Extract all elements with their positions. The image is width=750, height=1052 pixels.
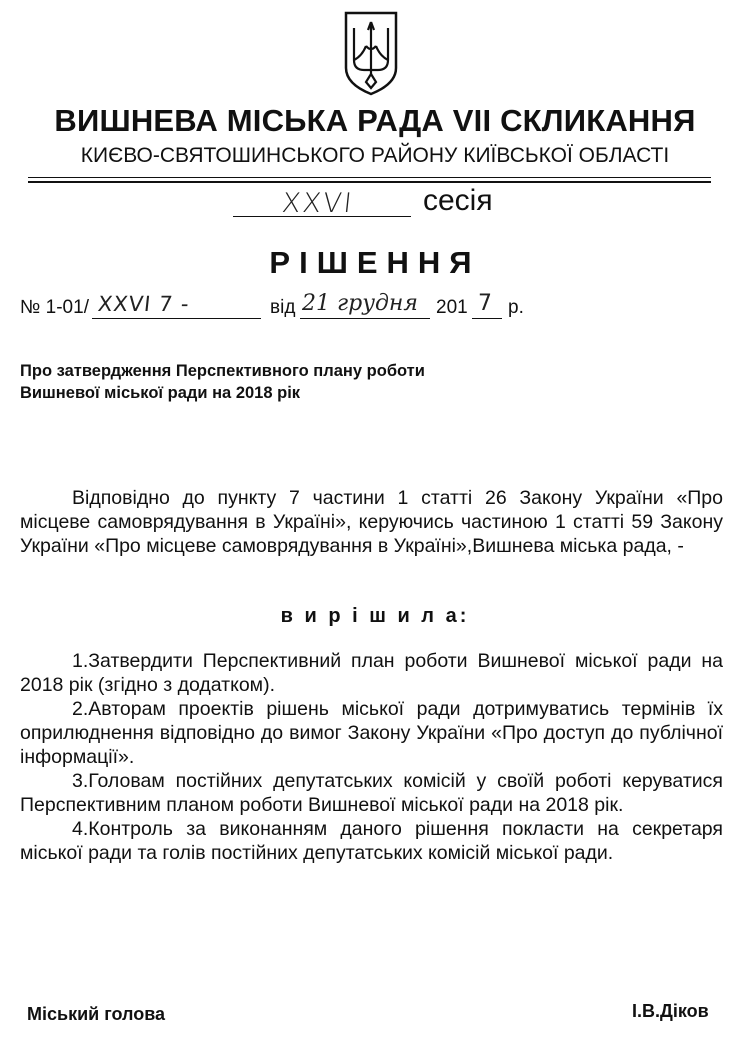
resolution-item: 2.Авторам проектів рішень міської ради дотримуватись термінів їх оприлюднення відповідно до вимог Закону України «Про доступ до публічної інформації». [20, 698, 723, 768]
trident-emblem-icon [342, 10, 400, 96]
resolution-item: 4.Контроль за виконанням даного рішення покласти на секретаря міської ради та голів постійних депутатських комісій міської ради. [20, 818, 723, 864]
signature-title: Міський голова [27, 1004, 166, 1024]
resolution-items [20, 649, 723, 865]
date-handwritten: 21 грудня [302, 291, 418, 316]
district-subtitle: КИЄВО-СВЯТОШИНСЬКОГО РАЙОНУ КИЇВСЬКОЇ ОБЛАСТІ [80, 144, 670, 167]
subject-line-1: Про затвердження Перспективного плану роботи [20, 362, 425, 380]
registration-number-handwritten: XXVI 7 - [96, 292, 191, 316]
year-handwritten: 7 [478, 291, 492, 316]
resolution-item: 3.Головам постійних депутатських комісій у своїй роботі керуватися Перспективним планом роботи Вишневої міської ради на 2018 рік. [20, 770, 723, 816]
resolution-item: 1.Затвердити Перспективний план роботи Вишневої міської ради на 2018 рік (згідно з додатком). [20, 650, 723, 696]
signature-name: І.В.Діков [632, 1001, 709, 1021]
date-from-label: від [270, 297, 296, 318]
preamble-paragraph: Відповідно до пункту 7 частини 1 статті 26 Закону України «Про місцеве самоврядування в Україні», керуючись частиною 1 статті 59 Закону України «Про місцеве самоврядування в Україні»,Вишнева міська рада, - [20, 487, 723, 557]
registration-number-prefix: № 1-01/ [20, 297, 89, 318]
header-divider-thin [28, 177, 711, 178]
subject-line-2: Вишневої міської ради на 2018 рік [20, 384, 301, 402]
year-prefix: 201 [436, 297, 468, 318]
document-type-heading: РІШЕННЯ [269, 245, 481, 280]
council-title: ВИШНЕВА МІСЬКА РАДА VII СКЛИКАННЯ [54, 103, 696, 138]
session-number: XXVI [280, 188, 356, 219]
resolved-heading: в и р і ш и л а: [280, 605, 470, 627]
session-label: сесія [423, 184, 493, 217]
header-divider-thick [28, 181, 711, 183]
year-suffix: р. [508, 297, 524, 318]
